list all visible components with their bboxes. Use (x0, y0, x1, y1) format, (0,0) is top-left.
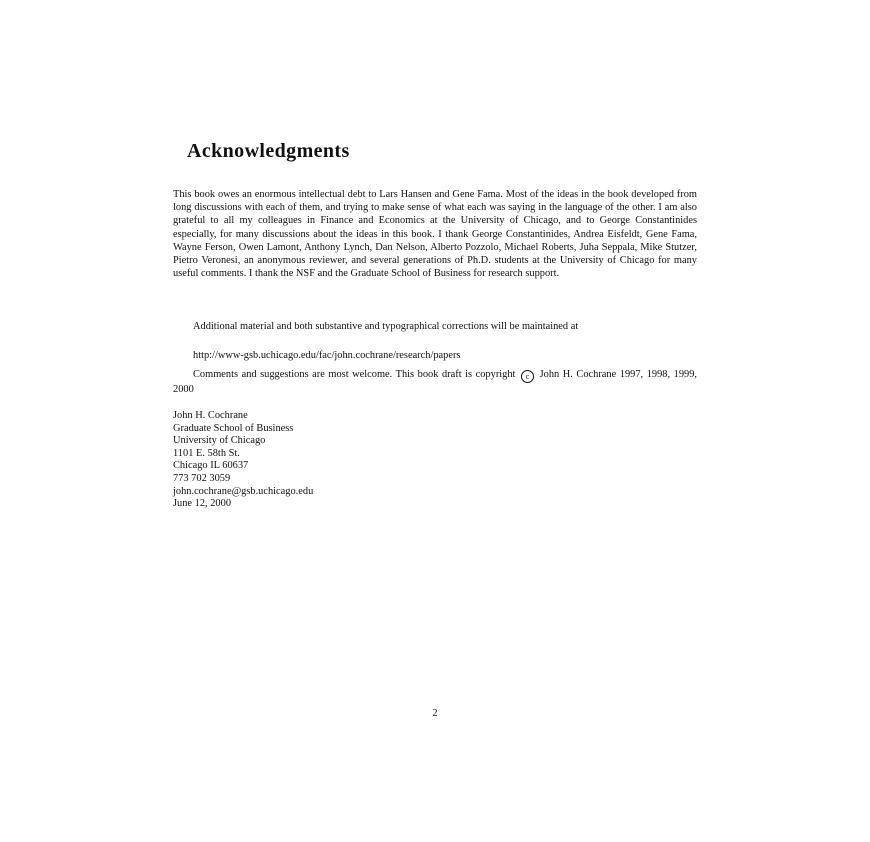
address-name: John H. Cochrane (173, 410, 248, 421)
page-title: Acknowledgments (187, 140, 350, 162)
corrections-url: http://www-gsb.uchicago.edu/fac/john.cochrane/research/papers (193, 350, 461, 361)
copyright-paragraph (173, 368, 697, 396)
acknowledgment-paragraph: This book owes an enormous intellectual debt to Lars Hansen and Gene Fama. Most of the ideas in the book developed from long discussions with each of them, and trying to make sense of what each was saying in the language of the other. I am also grateful to all my colleagues in Finance and Economics at the University of Chicago, and to George Constantinides especially, for many discussions about the ideas in this book. I thank George Constantinides, Andrea Eisfeldt, Gene Fama, Wayne Ferson, Owen Lamont, Anthony Lynch, Dan Nelson, Alberto Pozzolo, Michael Roberts, Juha Seppala, Mike Stutzer, Pietro Veronesi, an anonymous reviewer, and several generations of Ph.D. students at the University of Chicago for many useful comments. I thank the NSF and the Graduate School of Business for research support. (173, 189, 697, 280)
address-dept: Graduate School of Business (173, 422, 294, 434)
address-phone: 773 702 3059 (173, 472, 231, 484)
address-date: June 12, 2000 (173, 498, 232, 510)
page-number: 2 (432, 708, 438, 719)
copyright-icon: c (521, 370, 534, 383)
copyright-text: Comments and suggestions are most welcome. This book draft is copyright (193, 369, 516, 380)
address-email: john.cochrane@gsb.uchicago.edu (173, 485, 314, 497)
address-street: 1101 E. 58th St. (173, 447, 240, 459)
copyright-holder: John H. Cochrane 1997, 1998, 1999, 2000 (173, 369, 698, 395)
contact-address (173, 410, 313, 511)
corrections-paragraph: Additional material and both substantive and typographical corrections will be maintained at (193, 321, 579, 332)
address-city: Chicago IL 60637 (173, 460, 249, 472)
address-university: University of Chicago (173, 435, 266, 447)
